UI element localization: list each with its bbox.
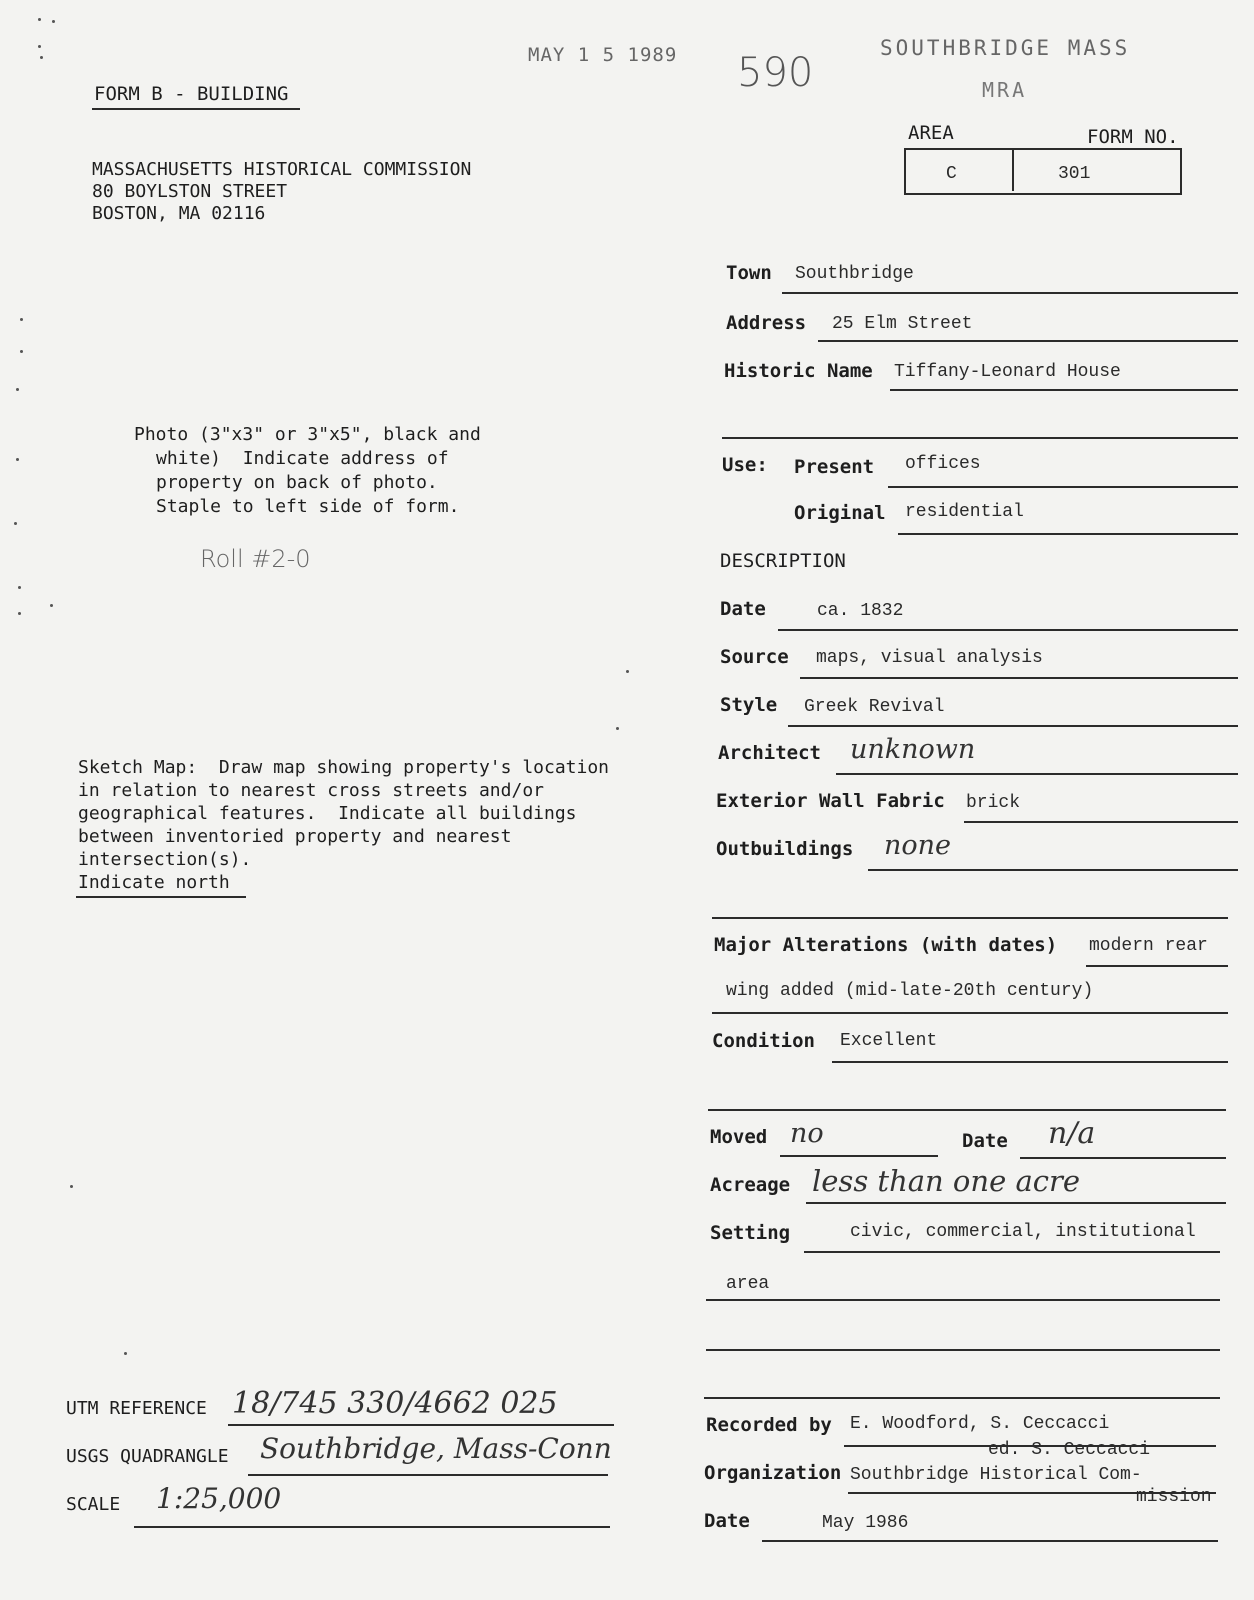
town-value: Southbridge — [795, 264, 914, 284]
scan-speck — [20, 350, 23, 353]
address-label: Address — [726, 312, 807, 334]
style-line — [788, 725, 1238, 727]
major-alterations-label: Major Alterations (with dates) — [714, 934, 1058, 956]
historic-name-line — [890, 389, 1238, 391]
scan-speck — [16, 388, 19, 391]
scan-speck — [18, 612, 21, 615]
sketch-instructions-line1: Sketch Map: Draw map showing property's location — [78, 757, 610, 778]
outbuildings-line2 — [712, 917, 1228, 919]
sketch-instructions-line5: intersection(s). — [78, 849, 252, 870]
area-value: C — [946, 164, 957, 184]
recorded-date-label: Date — [704, 1510, 750, 1532]
scan-speck — [40, 56, 43, 59]
setting-value-line2: area — [726, 1274, 770, 1294]
scan-speck — [124, 1352, 127, 1355]
scan-speck — [52, 20, 55, 23]
historic-name-label: Historic Name — [724, 360, 873, 382]
acreage-value: less than one acre — [812, 1164, 1081, 1198]
recorded-by-label: Recorded by — [706, 1414, 832, 1436]
scan-speck — [38, 18, 41, 21]
recorded-by-value: E. Woodford, S. Ceccacci — [850, 1414, 1110, 1434]
recorded-date-line — [762, 1540, 1218, 1542]
scan-speck — [38, 45, 41, 48]
usgs-value: Southbridge, Mass-Conn — [260, 1432, 612, 1465]
handwritten-inventory-number: 590 — [737, 50, 814, 96]
description-heading: DESCRIPTION — [720, 550, 846, 572]
organization-value-continued: mission — [1136, 1487, 1212, 1507]
mra-stamp: MRA — [982, 78, 1028, 102]
major-alterations-value-line2: wing added (mid-late-20th century) — [726, 981, 1094, 1001]
exterior-wall-fabric-line — [964, 821, 1238, 823]
outbuildings-label: Outbuildings — [716, 838, 854, 860]
setting-line2 — [706, 1299, 1220, 1301]
address-value: 25 Elm Street — [832, 314, 973, 334]
scan-speck — [626, 670, 629, 673]
condition-value: Excellent — [840, 1031, 938, 1051]
scan-speck — [20, 318, 23, 321]
moved-date-label: Date — [962, 1130, 1008, 1152]
roll-note: Roll #2-0 — [200, 545, 311, 573]
setting-line — [804, 1251, 1220, 1253]
setting-line4 — [704, 1397, 1220, 1399]
photo-instructions-line4: Staple to left side of form. — [156, 496, 460, 517]
scan-speck — [14, 522, 17, 525]
condition-label: Condition — [712, 1030, 815, 1052]
outbuildings-value: none — [884, 830, 952, 861]
form-no-label: FORM NO. — [1087, 126, 1179, 148]
original-line — [898, 533, 1238, 535]
original-label: Original — [794, 502, 886, 524]
utm-value: 18/745 330/4662 025 — [232, 1386, 558, 1421]
acreage-line — [806, 1202, 1226, 1204]
moved-date-line — [1020, 1157, 1226, 1159]
usgs-label: USGS QUADRANGLE — [66, 1446, 229, 1467]
photo-instructions-line3: property on back of photo. — [156, 472, 438, 493]
major-alterations-value-line1: modern rear — [1089, 936, 1208, 956]
source-value: maps, visual analysis — [816, 648, 1043, 668]
area-form-divider — [1012, 148, 1014, 191]
form-title-underline — [92, 108, 300, 110]
present-line — [888, 486, 1238, 488]
present-value: offices — [905, 454, 981, 474]
moved-value: no — [790, 1118, 824, 1149]
scan-speck — [70, 1185, 73, 1188]
form-title: FORM B - BUILDING — [94, 83, 289, 105]
area-label: AREA — [908, 122, 954, 144]
condition-line2 — [708, 1109, 1226, 1111]
indicate-north: Indicate north — [78, 872, 230, 893]
town-line — [782, 292, 1238, 294]
date-line — [778, 629, 1238, 631]
sketch-instructions-line3: geographical features. Indicate all buildings — [78, 803, 577, 824]
original-value: residential — [905, 502, 1024, 522]
architect-value: unknown — [850, 734, 976, 765]
condition-line — [832, 1061, 1228, 1063]
scale-line — [134, 1526, 610, 1528]
scan-speck — [50, 604, 53, 607]
commission-name: MASSACHUSETTS HISTORICAL COMMISSION — [92, 159, 472, 180]
commission-city: BOSTON, MA 02116 — [92, 203, 266, 224]
source-label: Source — [720, 646, 789, 668]
sketch-instructions-line2: in relation to nearest cross streets and/or — [78, 780, 544, 801]
present-label: Present — [794, 456, 875, 478]
exterior-wall-fabric-value: brick — [966, 793, 1021, 813]
commission-street: 80 BOYLSTON STREET — [92, 181, 288, 202]
style-label: Style — [720, 694, 778, 716]
organization-label: Organization — [704, 1462, 842, 1484]
date-label: Date — [720, 598, 766, 620]
architect-label: Architect — [718, 742, 821, 764]
architect-line — [836, 773, 1238, 775]
setting-label: Setting — [710, 1222, 791, 1244]
organization-value: Southbridge Historical Com- — [850, 1465, 1142, 1485]
acreage-label: Acreage — [710, 1174, 791, 1196]
indicate-north-underline — [76, 896, 246, 898]
use-label: Use: — [722, 454, 768, 476]
scale-label: SCALE — [66, 1494, 121, 1515]
major-alterations-line1 — [1086, 965, 1228, 967]
received-date-stamp: MAY 1 5 1989 — [528, 44, 678, 66]
historic-name-line2 — [722, 437, 1238, 439]
utm-label: UTM REFERENCE — [66, 1398, 207, 1419]
style-value: Greek Revival — [804, 697, 945, 717]
usgs-line — [248, 1474, 608, 1476]
scan-speck — [16, 458, 19, 461]
setting-value-line1: civic, commercial, institutional — [850, 1222, 1196, 1242]
moved-date-value: n/a — [1048, 1116, 1096, 1151]
major-alterations-line2 — [712, 1012, 1228, 1014]
setting-line3 — [706, 1349, 1220, 1351]
outbuildings-line — [868, 869, 1238, 871]
address-line — [818, 340, 1238, 342]
photo-instructions-line1: Photo (3"x3" or 3"x5", black and — [134, 424, 481, 445]
scale-value: 1:25,000 — [156, 1482, 282, 1515]
source-line — [800, 677, 1238, 679]
utm-line — [228, 1424, 614, 1426]
town-label: Town — [726, 262, 772, 284]
recorded-date-value: May 1986 — [822, 1513, 909, 1533]
scan-speck — [616, 727, 619, 730]
moved-line — [780, 1155, 938, 1157]
scan-speck — [18, 586, 21, 589]
exterior-wall-fabric-label: Exterior Wall Fabric — [716, 790, 945, 812]
date-value: ca. 1832 — [817, 601, 904, 621]
editor-note: ed. S. Ceccacci — [988, 1440, 1151, 1460]
town-heading-stamp: SOUTHBRIDGE MASS — [880, 36, 1131, 60]
moved-label: Moved — [710, 1126, 768, 1148]
sketch-instructions-line4: between inventoried property and nearest — [78, 826, 512, 847]
form-no-value: 301 — [1058, 164, 1091, 184]
historic-name-value: Tiffany-Leonard House — [894, 362, 1121, 382]
photo-instructions-line2: white) Indicate address of — [156, 448, 449, 469]
